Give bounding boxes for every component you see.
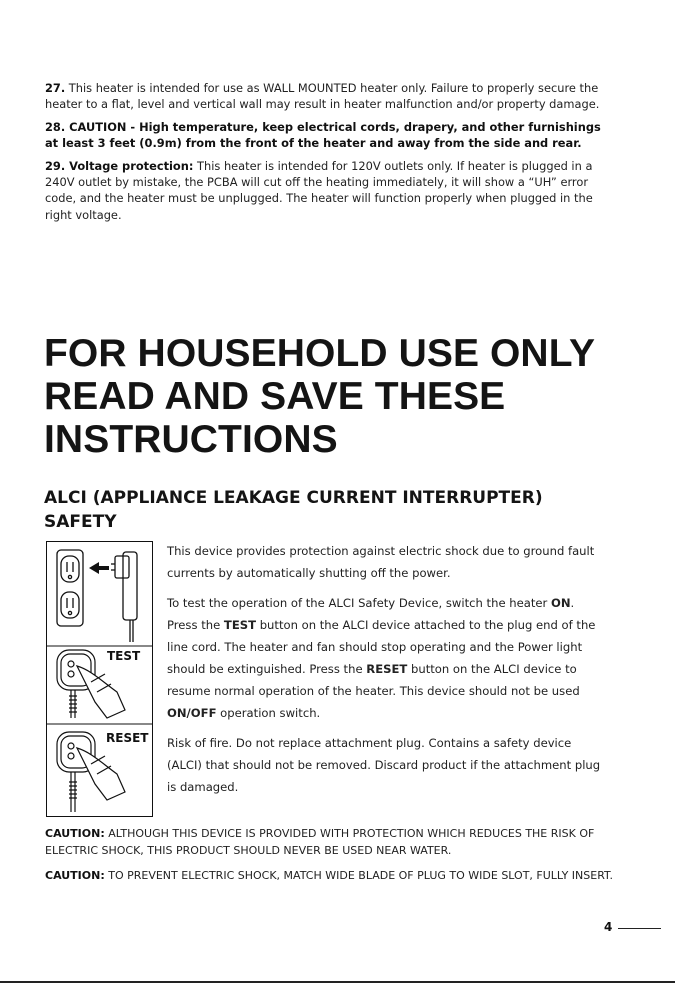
safety-items-list (45, 80, 605, 229)
text-run: To test the operation of the ALCI Safety Device, switch the heater (167, 596, 551, 610)
text-run: button on the ALCI device attached to the plug end of the line cord. The heater and fan should stop operating and the Power light should be extinguished. Press the (167, 618, 596, 676)
item-text: This heater is intended for 120V outlets only. If heater is plugged in a 240V outlet by mistake, the PCBA will cut off the heating immediately, it will show a “UH” error code, and the heater must be unplugged. The heater will function properly when plugged in the right voltage. (45, 158, 593, 222)
safety-item-27 (45, 80, 605, 113)
reset-keyword: RESET (366, 662, 408, 676)
caution-text: TO PREVENT ELECTRIC SHOCK, MATCH WIDE BLADE OF PLUG TO WIDE SLOT, FULLY INSERT. (104, 869, 613, 882)
item-text: This heater is intended for use as WALL MOUNTED heater only. Failure to properly secure the heater to a flat, level and vertical wall may result in heater malfunction and/or property damage. (45, 81, 600, 112)
test-keyword: TEST (223, 618, 257, 632)
alci-description (167, 540, 607, 806)
page-number: 4 (604, 920, 613, 934)
page-number-rule (618, 928, 661, 929)
alci-title-line-1: ALCI (APPLIANCE LEAKAGE CURRENT INTERRUPTER) (44, 488, 543, 508)
on-off-keyword: ON/OFF (167, 706, 217, 720)
text-run: . Press the (167, 596, 575, 632)
bottom-border (0, 981, 675, 983)
caution-plug (45, 868, 625, 885)
safety-item-28 (45, 119, 605, 152)
alci-paragraph-3: Risk of fire. Do not replace attachment plug. Contains a safety device (ALCI) that should not be removed. Discard product if the attachment plug is damaged. (167, 736, 601, 794)
caution-label: CAUTION: (45, 869, 105, 882)
text-run: operation switch. (216, 706, 321, 720)
caution-label: CAUTION: (45, 827, 105, 840)
caution-text: ALTHOUGH THIS DEVICE IS PROVIDED WITH PROTECTION WHICH REDUCES THE RISK OF ELECTRIC SHOCK, THIS PRODUCT SHOULD NEVER BE USED NEAR WATER. (45, 827, 595, 857)
alci-paragraph-1: This device provides protection against electric shock due to ground fault currents by automatically shutting off the power. (167, 544, 595, 580)
alci-paragraph-2 (167, 592, 607, 724)
wall-outlet-icon (57, 550, 83, 626)
alci-illustration (46, 541, 153, 817)
headline-line-3: INSTRUCTIONS (44, 418, 338, 461)
plug-icon (111, 552, 137, 642)
test-label: TEST (107, 649, 141, 663)
caution-notices (45, 826, 625, 894)
arrow-left-icon (89, 562, 109, 574)
safety-item-29 (45, 158, 605, 224)
item-number: 29. (45, 158, 66, 173)
item-bold-lead: Voltage protection: (65, 158, 194, 173)
headline-line-2: READ AND SAVE THESE (44, 375, 506, 418)
headline-line-1: FOR HOUSEHOLD USE ONLY (44, 332, 596, 375)
item-number: 27. (45, 81, 66, 95)
item-bold-lead: CAUTION (65, 119, 127, 134)
text-run: button on the ALCI device to resume normal operation of the heater. This device should not be used (167, 662, 580, 698)
household-use-headline (44, 332, 644, 461)
alci-title-line-2: SAFETY (44, 512, 117, 532)
item-number: 28. (45, 119, 66, 134)
item-text: - High temperature, keep electrical cords, drapery, and other furnishings at least 3 feet (0.9m) from the front of the heater and away from the side and rear. (45, 119, 601, 151)
caution-water (45, 826, 625, 859)
alci-section-title (44, 486, 604, 534)
on-keyword: ON (550, 596, 571, 610)
reset-label: RESET (106, 731, 149, 745)
